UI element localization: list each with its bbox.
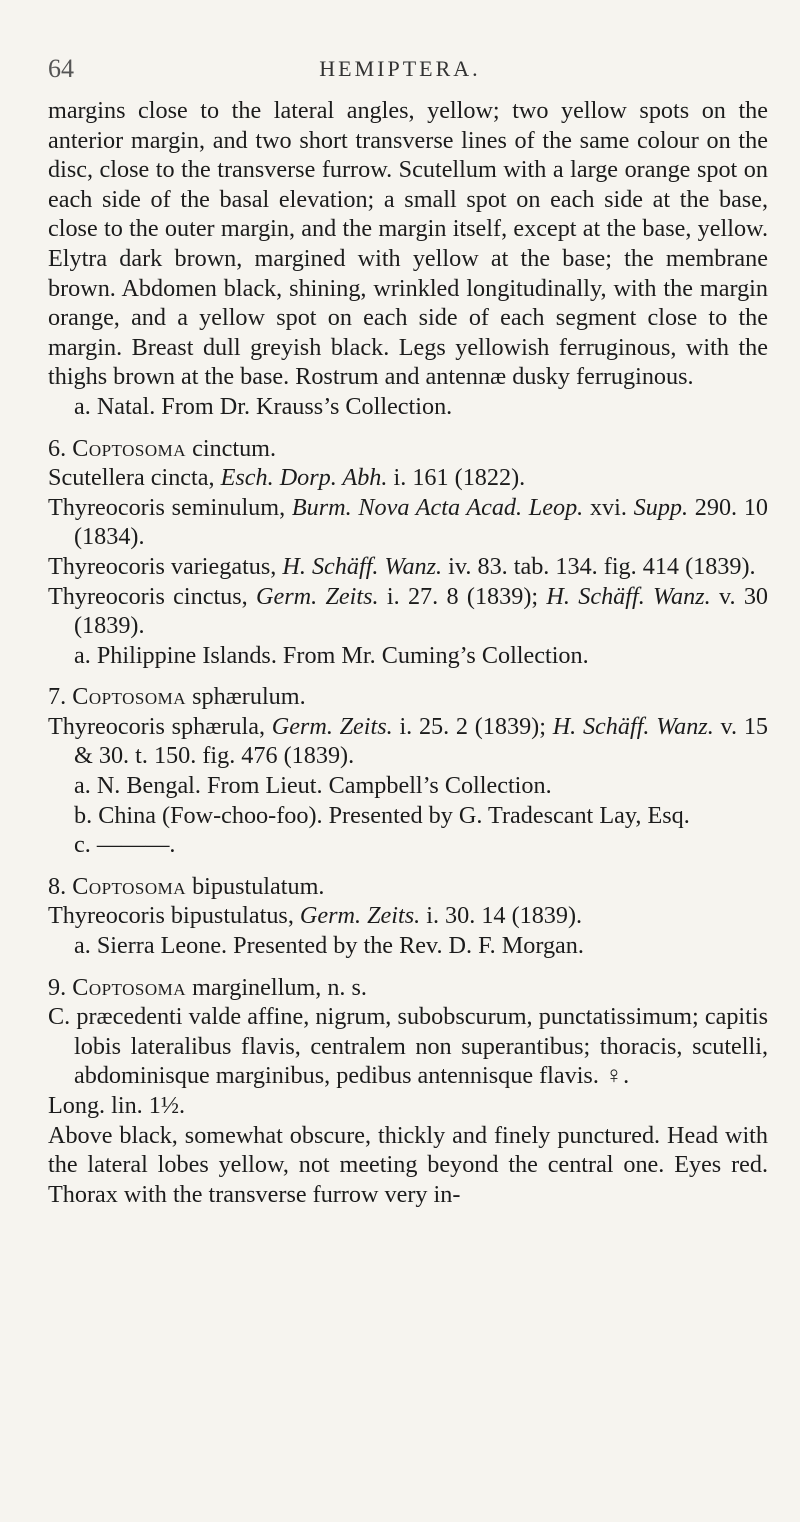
species-heading: 9. Coptosoma marginellum, n. s. bbox=[48, 973, 367, 1001]
synonym-line: Thyreocoris variegatus, H. Schäff. Wanz. iv. 83. tab. 134. fig. 414 (1839). bbox=[48, 552, 756, 580]
species-heading: 6. Coptosoma cinctum. bbox=[48, 434, 277, 462]
synonym-line: Scutellera cincta, Esch. Dorp. Abh. i. 161 (1822). bbox=[48, 464, 526, 492]
description-paragraph: Above black, somewhat obscure, thickly and finely punctured. Head with the lateral lobes yellow, not meeting beyond the central one. Eyes red. Thorax with the transverse furrow very in- bbox=[48, 1121, 768, 1208]
specimen-entry: a. Sierra Leone. Presented by the Rev. D. F. Morgan. bbox=[74, 932, 584, 960]
species-heading: 8. Coptosoma bipustulatum. bbox=[48, 872, 325, 900]
body-text bbox=[48, 96, 768, 1209]
synonym-line: Thyreocoris cinctus, Germ. Zeits. i. 27. 8 (1839); H. Schäff. Wanz. v. 30 (1839). bbox=[48, 582, 769, 640]
synonym-line: Thyreocoris sphærula, Germ. Zeits. i. 25. 2 (1839); H. Schäff. Wanz. v. 15 & 30. t. 150. fig. 476 (1839). bbox=[48, 712, 769, 770]
running-header bbox=[0, 54, 800, 94]
specimen-entry: a. Philippine Islands. From Mr. Cuming’s Collection. bbox=[74, 641, 589, 669]
page-number: 64 bbox=[48, 54, 74, 83]
description-paragraph: margins close to the lateral angles, yellow; two yellow spots on the anterior margin, and two short transverse lines of the same colour on the disc, close to the transverse furrow. Scutellum with a large orange spot on each side of the basal elevation; a small spot on each side at the base, close to the outer margin, and the margin itself, except at the base, yellow. Elytra dark brown, margined with yellow at the base; the membrane brown. Abdomen black, shining, wrinkled longitudinally, with the margin orange, and a yellow spot on each side of each segment close to the margin. Breast dull greyish black. Legs yellowish ferruginous, with the thighs brown at the base. Rostrum and antennæ dusky ferruginous. bbox=[48, 97, 768, 391]
measurement-line: Long. lin. 1½. bbox=[48, 1092, 186, 1119]
running-title: HEMIPTERA. bbox=[319, 56, 481, 81]
species-heading: 7. Coptosoma sphærulum. bbox=[48, 683, 306, 711]
specimen-entry: a. Natal. From Dr. Krauss’s Collection. bbox=[74, 392, 453, 420]
specimen-entry: a. N. Bengal. From Lieut. Campbell’s Collection. bbox=[74, 772, 552, 800]
latin-diagnosis: C. præcedenti valde affine, nigrum, subobscurum, punctatissimum; capitis lobis lateralibus flavis, centralem non superantibus; thoracis, scutelli, abdominisque marginibus, pedibus antennisque flavis. ♀. bbox=[48, 1003, 768, 1090]
specimen-entry: b. China (Fow-choo-foo). Presented by G. Tradescant Lay, Esq. bbox=[74, 801, 690, 829]
synonym-line: Thyreocoris seminulum, Burm. Nova Acta Acad. Leop. xvi. Supp. 290. 10 (1834). bbox=[48, 493, 769, 551]
synonym-line: Thyreocoris bipustulatus, Germ. Zeits. i. 30. 14 (1839). bbox=[48, 902, 583, 930]
specimen-entry: c. ———. bbox=[74, 831, 176, 859]
